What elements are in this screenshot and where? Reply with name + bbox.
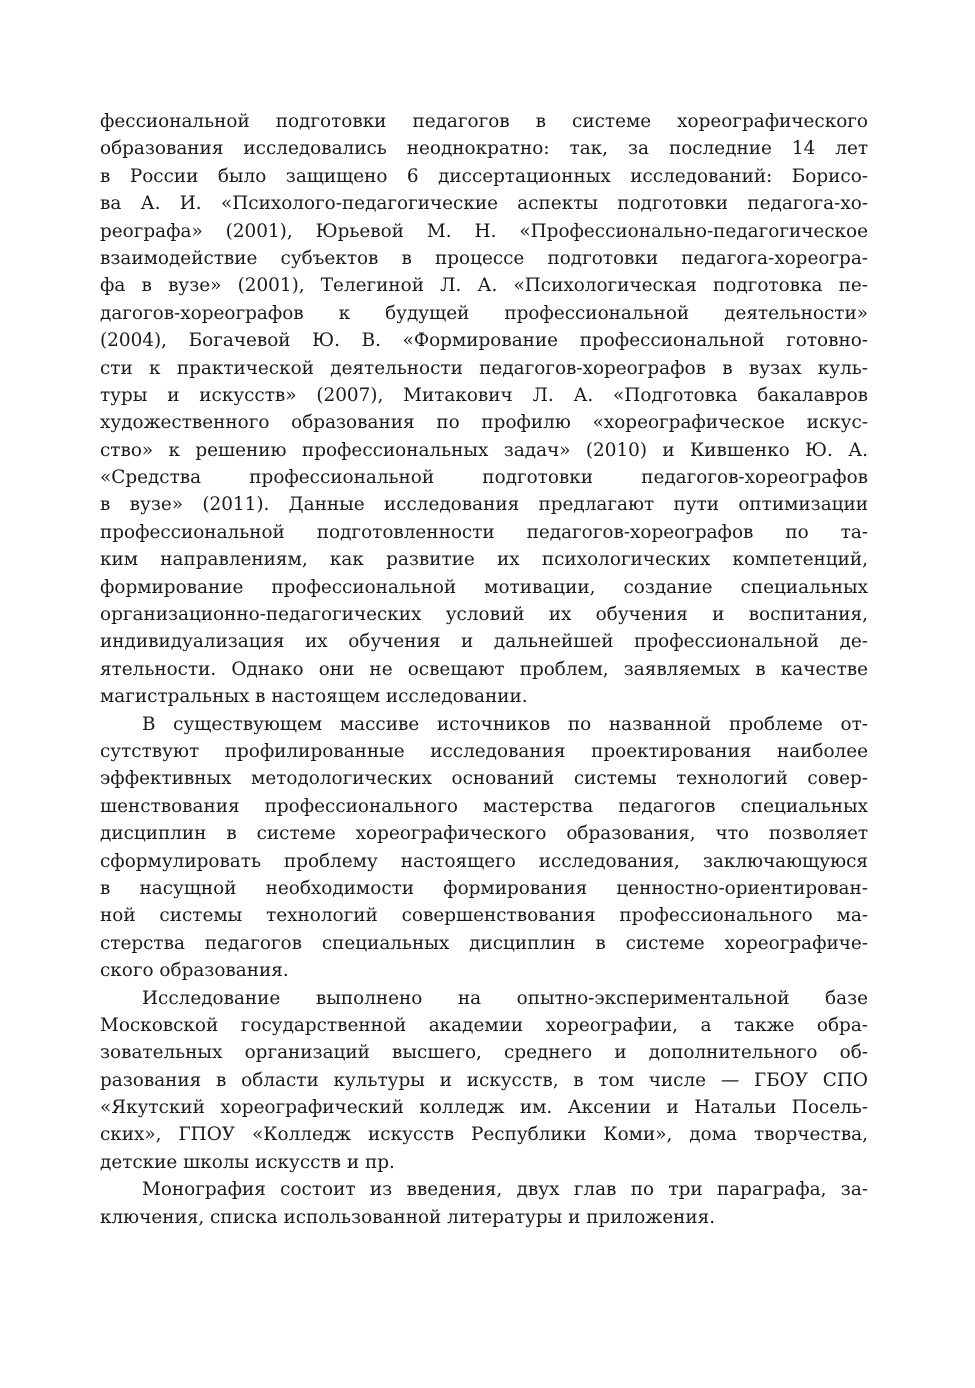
- text-line: сформулировать проблему настоящего исследования, заключающуюся: [100, 850, 868, 872]
- text-line: «Средства профессиональной подготовки педагогов-хореографов: [100, 467, 868, 489]
- text-line: ключения, списка использованной литературы и приложения.: [100, 1206, 716, 1228]
- text-line: в насущной необходимости формирования ценностно-ориентирован-: [100, 877, 868, 899]
- text-line: Исследование выполнено на опытно-экспериментальной базе: [142, 987, 868, 1009]
- paragraph-1: [100, 108, 868, 711]
- text-line: организационно-педагогических условий их обучения и воспитания,: [100, 604, 868, 626]
- text-line: ских», ГПОУ «Колледж искусств Республики Коми», дома творчества,: [100, 1124, 868, 1146]
- text-line: дагогов-хореографов к будущей профессиональной деятельности»: [100, 302, 868, 324]
- text-line: ким направлениям, как развитие их психологических компетенций,: [100, 549, 868, 571]
- text-line: в вузе» (2011). Данные исследования предлагают пути оптимизации: [100, 494, 868, 516]
- paragraph-2: [100, 711, 868, 985]
- text-line: ство» к решению профессиональных задач» (2010) и Кившенко Ю. А.: [100, 439, 868, 461]
- text-line: (2004), Богачевой Ю. В. «Формирование профессиональной готовно-: [100, 330, 868, 352]
- text-line: детские школы искусств и пр.: [100, 1151, 395, 1173]
- page-body: [100, 108, 868, 1231]
- text-line: профессиональной подготовленности педагогов-хореографов по та-: [100, 521, 868, 543]
- text-line: эффективных методологических оснований системы технологий совер-: [100, 768, 868, 790]
- text-line: Московской государственной академии хореографии, а также обра-: [100, 1014, 868, 1036]
- text-line: формирование профессиональной мотивации, создание специальных: [100, 576, 868, 598]
- text-line: реографа» (2001), Юрьевой М. Н. «Профессионально-педагогическое: [100, 220, 868, 242]
- text-line: взаимодействие субъектов в процессе подготовки педагога-хореогра-: [100, 247, 868, 269]
- text-line: туры и искусств» (2007), Митакович Л. А. «Подготовка бакалавров: [100, 384, 868, 406]
- text-line: разования в области культуры и искусств, в том числе — ГБОУ СПО: [100, 1069, 868, 1091]
- text-line: стерства педагогов специальных дисциплин в системе хореографиче-: [100, 932, 868, 954]
- text-line: индивидуализация их обучения и дальнейшей профессиональной де-: [100, 631, 868, 653]
- text-line: фессиональной подготовки педагогов в системе хореографического: [100, 111, 868, 132]
- paragraph-3: [100, 985, 868, 1177]
- text-line: ского образования.: [100, 960, 289, 982]
- text-line: дисциплин в системе хореографического образования, что позволяет: [100, 823, 868, 845]
- text-line: фа в вузе» (2001), Телегиной Л. А. «Психологическая подготовка пе-: [100, 275, 868, 297]
- text-line: художественного образования по профилю «хореографическое искус-: [100, 412, 868, 434]
- text-line: сутствуют профилированные исследования проектирования наиболее: [100, 740, 868, 762]
- text-line: «Якутский хореографический колледж им. Аксении и Натальи Посель-: [100, 1097, 868, 1119]
- text-line: в России было защищено 6 диссертационных исследований: Борисо-: [100, 165, 868, 187]
- text-line: ва А. И. «Психолого-педагогические аспекты подготовки педагога-хо-: [100, 193, 868, 215]
- text-line: ятельности. Однако они не освещают проблем, заявляемых в качестве: [100, 658, 868, 680]
- text-line: магистральных в настоящем исследовании.: [100, 686, 528, 708]
- text-line: образования исследовались неоднократно: так, за последние 14 лет: [100, 138, 868, 160]
- text-line: шенствования профессионального мастерства педагогов специальных: [100, 795, 868, 817]
- text-line: В существующем массиве источников по названной проблеме от-: [142, 713, 868, 735]
- paragraph-4: [100, 1176, 868, 1231]
- text-line: сти к практической деятельности педагогов-хореографов в вузах куль-: [100, 357, 868, 379]
- text-line: ной системы технологий совершенствования профессионального ма-: [100, 905, 868, 927]
- text-line: зовательных организаций высшего, среднего и дополнительного об-: [100, 1042, 868, 1064]
- text-line: Монография состоит из введения, двух глав по три параграфа, за-: [142, 1179, 868, 1201]
